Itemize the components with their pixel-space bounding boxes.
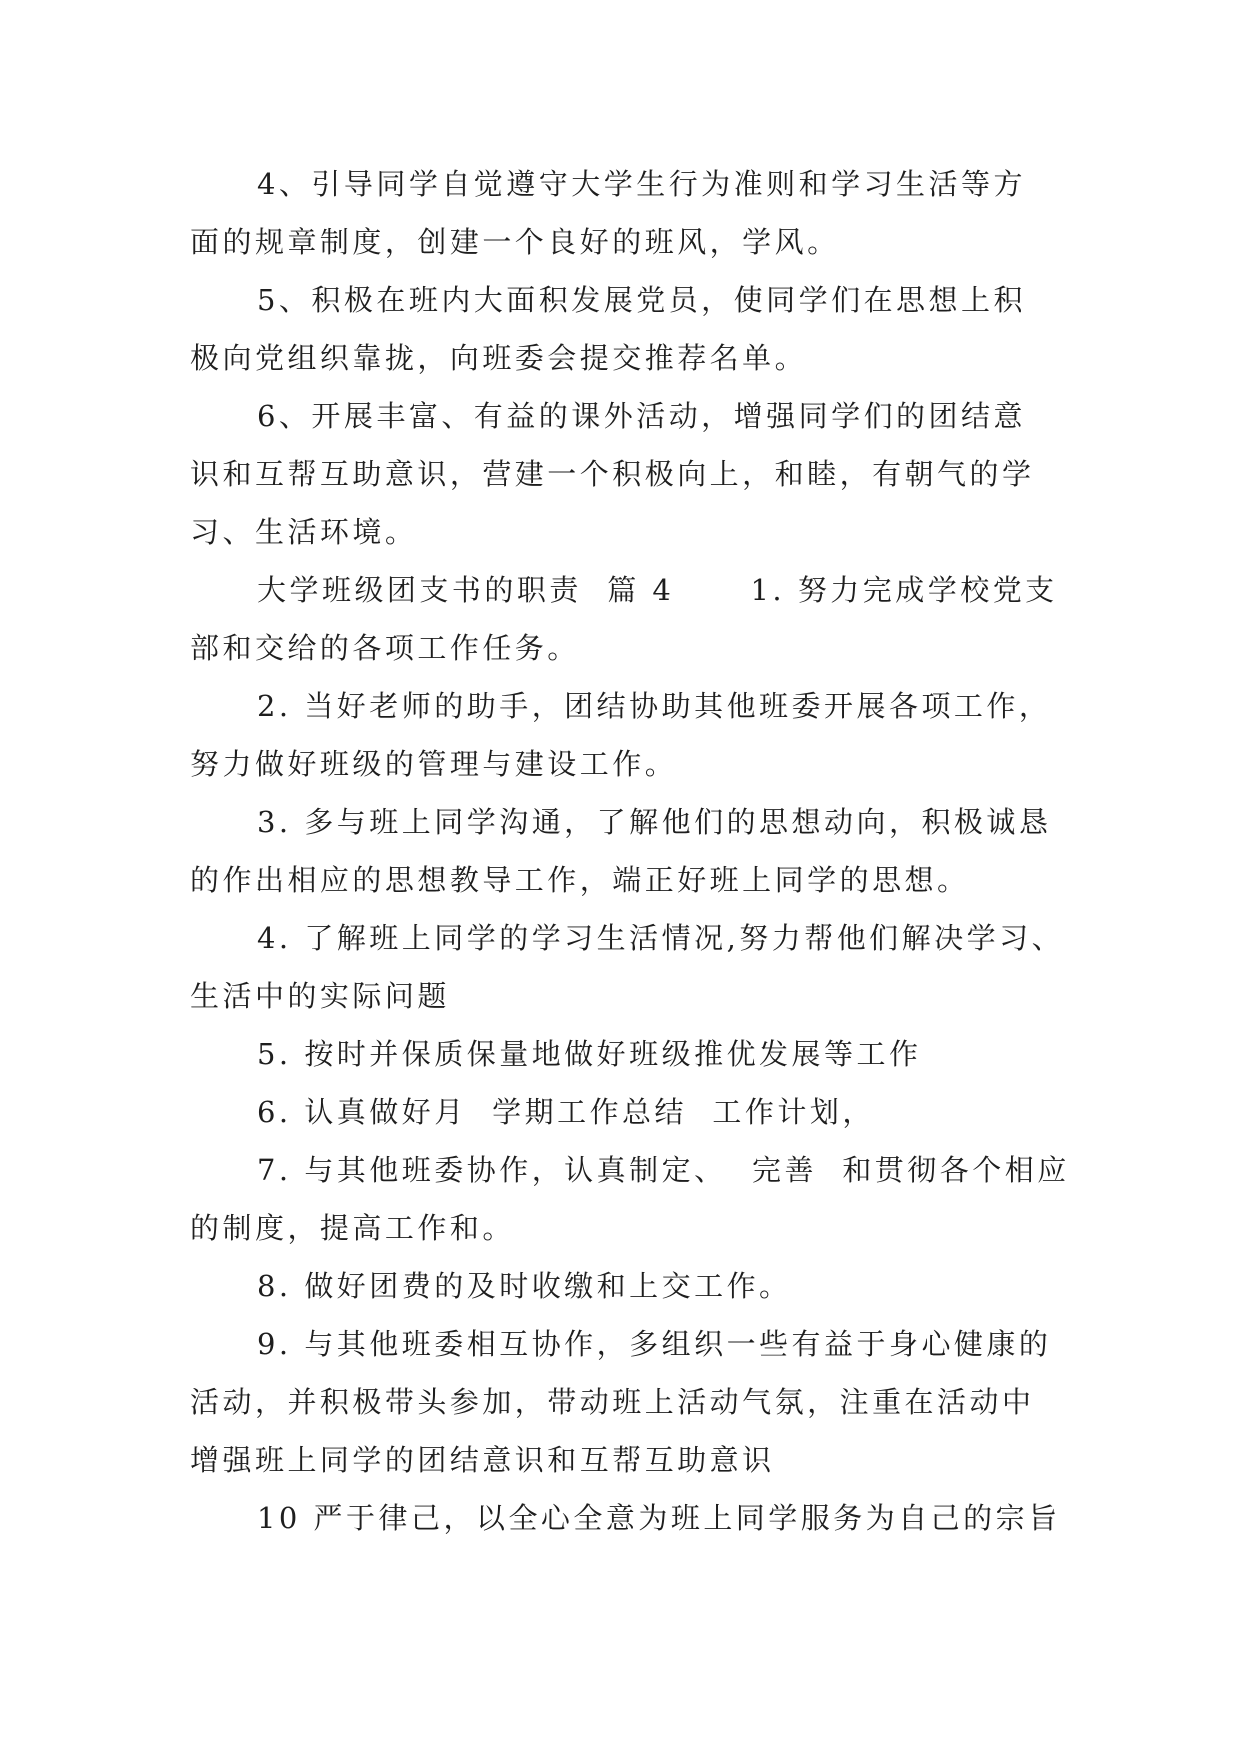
text-line: 习、生活环境。 xyxy=(190,515,418,549)
text-line: 4、引导同学自觉遵守大学生行为准则和学习生活等方 xyxy=(257,167,1026,201)
text-line: 面的规章制度，创建一个良好的班风，学风。 xyxy=(190,225,840,259)
text-line: 2. 当好老师的助手，团结协助其他班委开展各项工作， xyxy=(257,689,1052,723)
text-line: 5、积极在班内大面积发展党员，使同学们在思想上积 xyxy=(257,283,1026,317)
text-line: 6. 认真做好月 学期工作总结 工作计划， xyxy=(257,1095,875,1129)
text-line: 7. 与其他班委协作，认真制定、 完善 和贯彻各个相应 xyxy=(257,1153,1070,1187)
section-heading: 大学班级团支书的职责 篇 4 1. 努力完成学校党支 xyxy=(257,573,1058,607)
text-line: 活动，并积极带头参加，带动班上活动气氛，注重在活动中 xyxy=(190,1385,1035,1419)
text-line: 10 严于律己，以全心全意为班上同学服务为自己的宗旨 xyxy=(257,1501,1061,1535)
text-line: 6、开展丰富、有益的课外活动，增强同学们的团结意 xyxy=(257,399,1026,433)
text-line: 生活中的实际问题 xyxy=(190,979,450,1013)
text-line: 的制度，提高工作和。 xyxy=(190,1211,515,1245)
text-line: 8. 做好团费的及时收缴和上交工作。 xyxy=(257,1269,792,1303)
text-line: 4. 了解班上同学的学习生活情况,努力帮他们解决学习、 xyxy=(257,921,1065,955)
text-line: 极向党组织靠拢，向班委会提交推荐名单。 xyxy=(190,341,808,375)
text-line: 识和互帮互助意识，营建一个积极向上，和睦，有朝气的学 xyxy=(190,457,1035,491)
text-line: 的作出相应的思想教导工作，端正好班上同学的思想。 xyxy=(190,863,970,897)
text-line: 9. 与其他班委相互协作，多组织一些有益于身心健康的 xyxy=(257,1327,1052,1361)
text-line: 增强班上同学的团结意识和互帮互助意识 xyxy=(190,1443,775,1477)
text-line: 5. 按时并保质保量地做好班级推优发展等工作 xyxy=(257,1037,922,1071)
text-line: 3. 多与班上同学沟通，了解他们的思想动向，积极诚恳 xyxy=(257,805,1052,839)
text-line: 部和交给的各项工作任务。 xyxy=(190,631,580,665)
text-line: 努力做好班级的管理与建设工作。 xyxy=(190,747,678,781)
